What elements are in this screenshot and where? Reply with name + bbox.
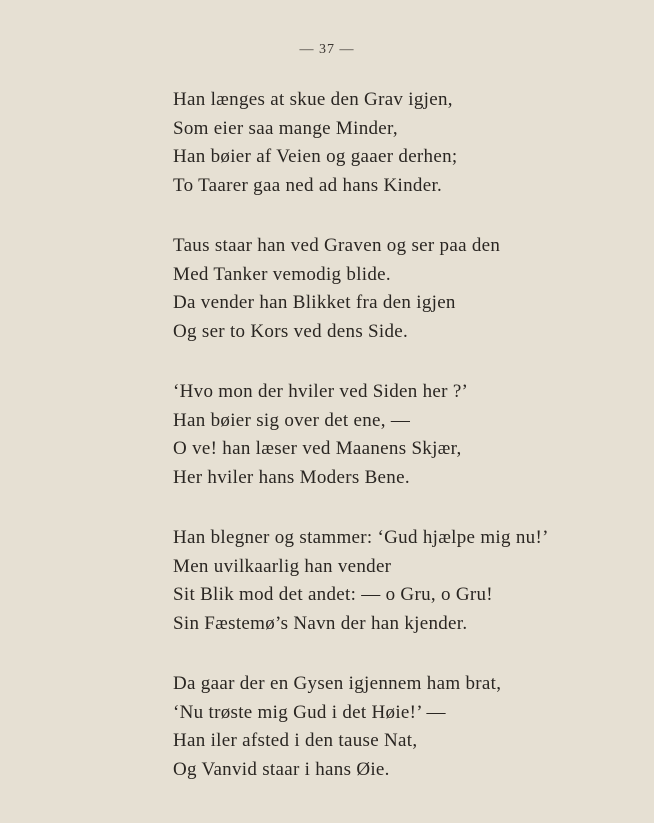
poem-line: Sin Fæstemø’s Navn der han kjender. — [173, 612, 468, 634]
poem-line: Og Vanvid staar i hans Øie. — [173, 758, 390, 780]
poem-line: Her hviler hans Moders Bene. — [173, 466, 410, 488]
stanza-1 — [173, 86, 549, 200]
poem-line: O ve! han læser ved Maanens Skjær, — [173, 438, 462, 459]
poem-line: To Taarer gaa ned ad hans Kinder. — [173, 174, 443, 196]
stanza-4 — [173, 524, 549, 638]
poem-line: Med Tanker vemodig blide. — [173, 263, 391, 285]
poem-line: Taus staar han ved Graven og ser paa den — [173, 235, 501, 256]
poem-line: ‘Nu trøste mig Gud i det Høie!’ — — [173, 701, 446, 723]
poem-line: Han længes at skue den Grav igjen, — [173, 89, 453, 110]
poem-line: Han blegner og stammer: ‘Gud hjælpe mig nu!’ — [173, 527, 549, 548]
page-number: — 37 — — [299, 42, 355, 57]
poem — [173, 86, 549, 816]
poem-line: Som eier saa mange Minder, — [173, 117, 398, 139]
poem-line: Han bøier sig over det ene, — — [173, 409, 411, 431]
poem-line: Da vender han Blikket fra den igjen — [173, 292, 456, 313]
poem-line: Han iler afsted i den tause Nat, — [173, 730, 418, 751]
stanza-3 — [173, 378, 549, 492]
stanza-2 — [173, 232, 549, 346]
poem-line: ‘Hvo mon der hviler ved Siden her ?’ — [173, 381, 469, 402]
poem-line: Da gaar der en Gysen igjennem ham brat, — [173, 673, 502, 694]
poem-line: Sit Blik mod det andet: — o Gru, o Gru! — [173, 584, 493, 605]
stanza-5 — [173, 670, 549, 784]
poem-line: Men uvilkaarlig han vender — [173, 555, 392, 577]
poem-line: Og ser to Kors ved dens Side. — [173, 320, 409, 342]
poem-line: Han bøier af Veien og gaaer derhen; — [173, 146, 458, 167]
